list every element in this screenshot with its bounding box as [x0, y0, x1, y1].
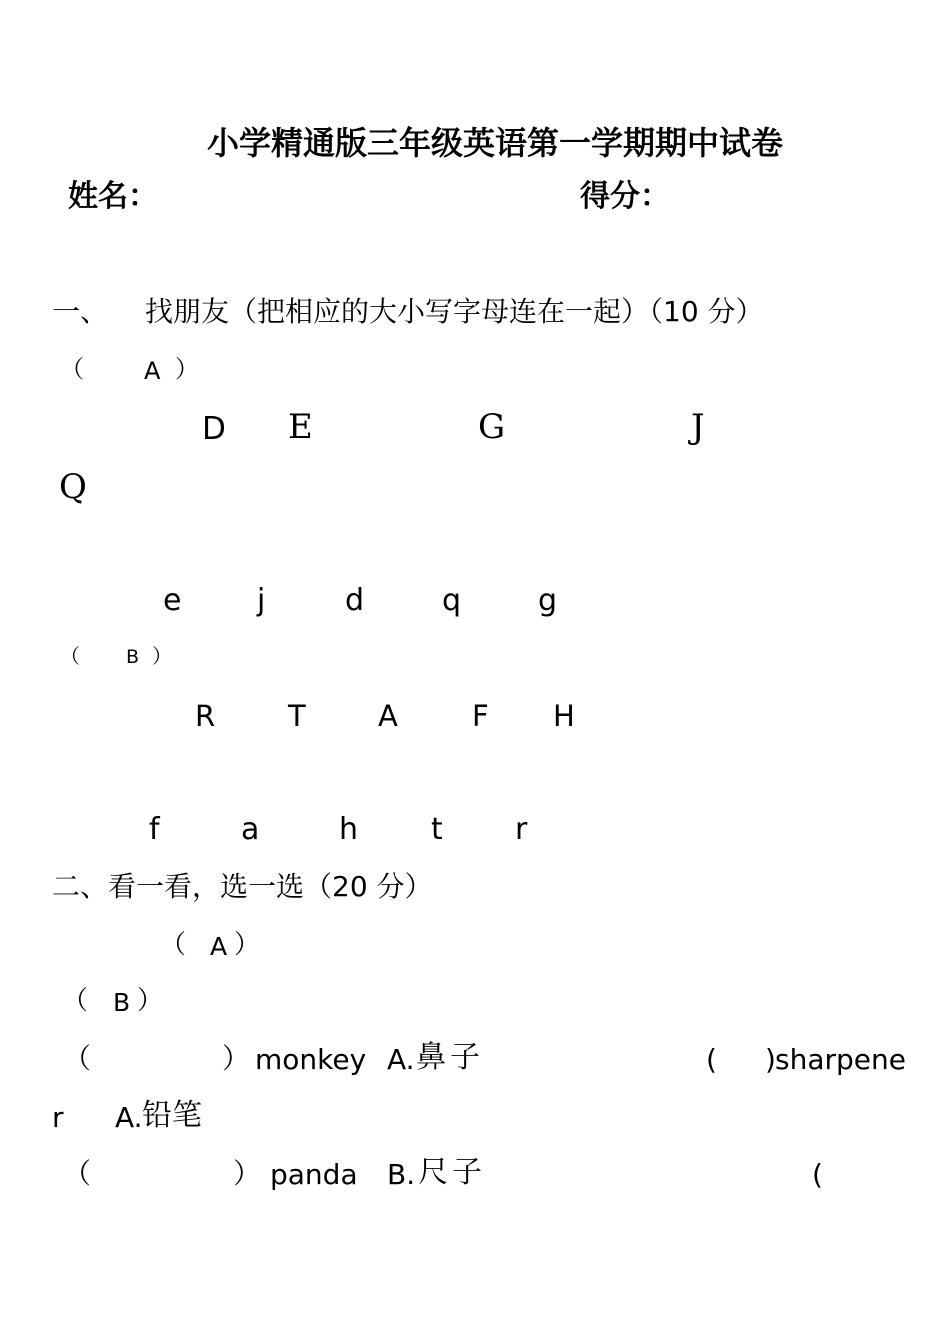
groupA-upper-letter: D — [202, 411, 226, 447]
groupA-upper-letter: E — [288, 407, 313, 447]
groupB-upper-letter: A — [378, 699, 398, 733]
groupB-upper-letter: H — [553, 699, 575, 733]
answer-blank-close: ) — [765, 1043, 776, 1076]
vocab-word-part: r — [52, 1101, 64, 1134]
groupA-upper-letter: G — [478, 407, 506, 447]
groupB-lower-letter: t — [431, 812, 443, 847]
groupA-label-open: （ — [60, 355, 84, 383]
vocab-word: monkey — [255, 1043, 367, 1076]
groupA-lower-letter: d — [345, 583, 365, 618]
groupB-upper-letter: T — [288, 699, 306, 733]
groupB-label-open: （ — [60, 644, 80, 668]
section1-heading-tail: 分） — [698, 295, 764, 328]
groupA-lower-letter: j — [257, 583, 266, 618]
answer-blank-open: ( — [812, 1158, 823, 1191]
groupB-label-letter: B — [126, 646, 140, 668]
answer-blank-close: ） — [233, 1157, 262, 1190]
groupB-lower-letter: r — [515, 812, 528, 847]
col-b-label-letter: B — [113, 988, 131, 1017]
groupA-upper-letter: Q — [59, 467, 87, 507]
score-label: 得分： — [580, 179, 670, 214]
groupA-lower-letter: e — [163, 583, 182, 618]
groupA-lower-letter: g — [538, 583, 558, 618]
col-a-label-close: ） — [234, 930, 261, 960]
option-chinese: 铅笔 — [142, 1098, 202, 1133]
vocab-word: panda — [270, 1158, 358, 1191]
option-letter: A. — [115, 1101, 143, 1134]
groupA-label-close: ） — [175, 355, 199, 383]
option-letter: A. — [387, 1043, 415, 1076]
col-b-label-open: （ — [62, 986, 89, 1016]
name-label: 姓名： — [68, 179, 158, 214]
answer-blank-open: ( — [706, 1043, 717, 1076]
option-chinese: 尺子 — [418, 1155, 486, 1190]
answer-blank-open: （ — [63, 1157, 92, 1190]
section2-heading-tail: 分） — [367, 870, 433, 903]
answer-blank-close: ） — [222, 1042, 251, 1075]
groupB-upper-letter: R — [195, 699, 216, 733]
section2-heading-text: 二、看一看，选一选（ — [52, 870, 333, 903]
page-title: 小学精通版三年级英语第一学期期中试卷 — [207, 124, 784, 162]
section1-heading — [145, 295, 764, 328]
groupB-lower-letter: a — [241, 812, 260, 847]
col-a-label-open: （ — [160, 930, 187, 960]
option-chinese: 鼻子 — [416, 1040, 484, 1075]
groupB-upper-letter: F — [472, 699, 489, 733]
option-letter: B. — [387, 1158, 416, 1191]
groupA-upper-letter: J — [691, 407, 705, 447]
col-b-label-close: ） — [137, 986, 164, 1016]
section1-heading-text: 找朋友（把相应的大小写字母连在一起）（ — [145, 295, 664, 328]
col-a-label-letter: A — [210, 932, 228, 961]
section1-points: 10 — [663, 295, 699, 328]
section2-points: 20 — [332, 870, 368, 903]
section2-heading — [52, 870, 433, 903]
groupA-lower-letter: q — [442, 583, 462, 618]
vocab-word-part: sharpene — [775, 1043, 906, 1076]
groupB-lower-letter: h — [339, 812, 359, 847]
section1-number: 一、 — [52, 295, 109, 328]
groupA-label-letter: A — [144, 357, 161, 385]
answer-blank-open: （ — [63, 1042, 92, 1075]
groupB-lower-letter: f — [149, 812, 160, 847]
groupB-label-close: ） — [152, 644, 172, 668]
